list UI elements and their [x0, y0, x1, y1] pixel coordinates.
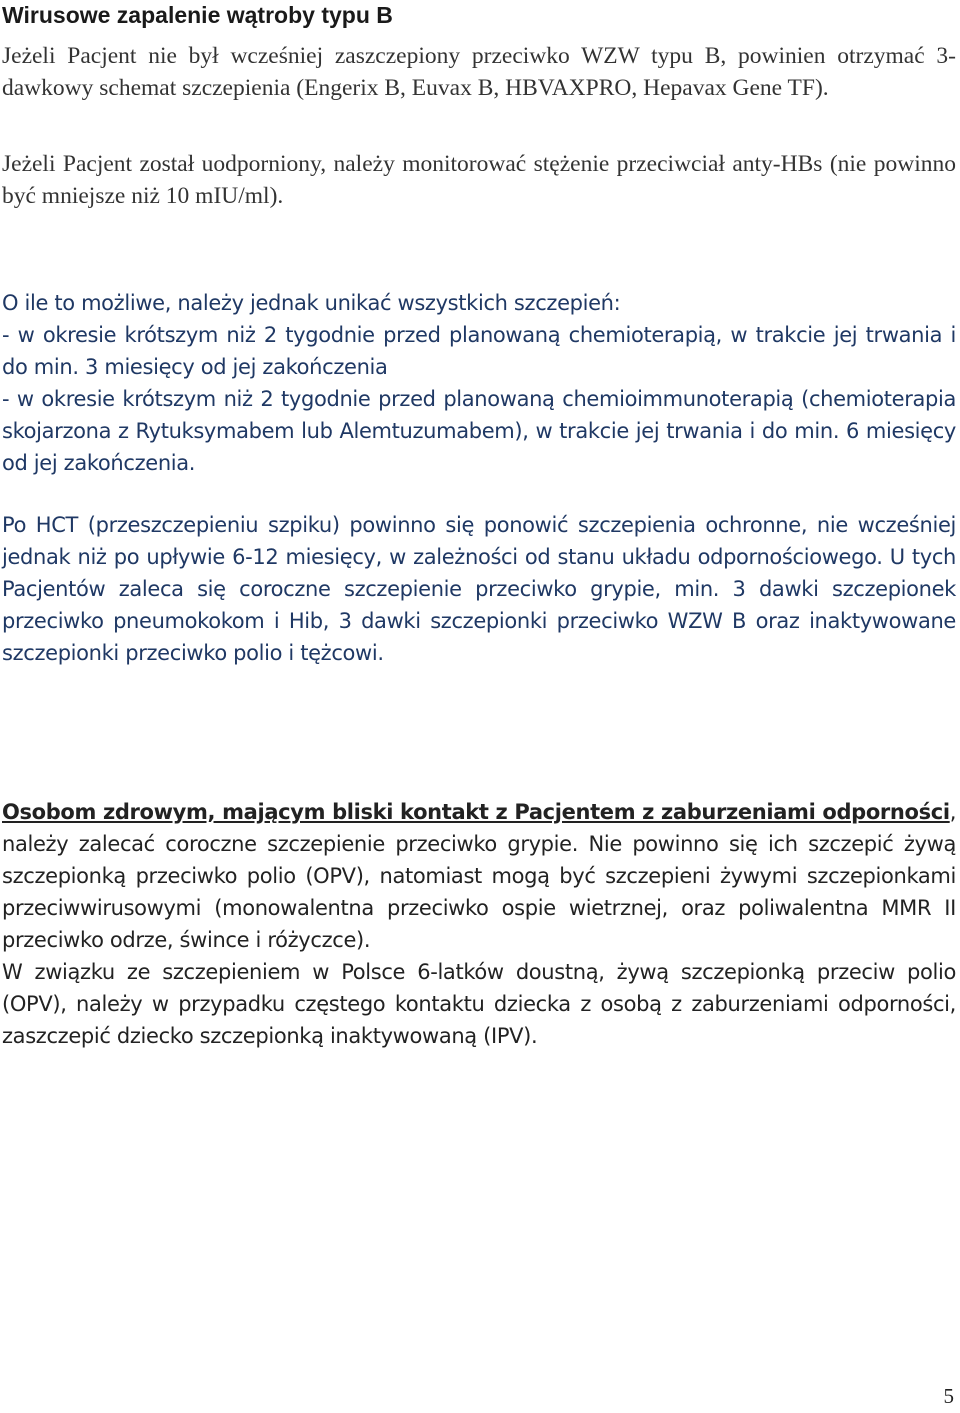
polio-opv-note: W związku ze szczepieniem w Polsce 6-latków doustną, żywą szczepionką przeciw polio (OPV), należy w przypadku częstego kontaktu dziecka z osobą z zaburzeniami odporności, zaszczepić dziecko szczepionką inaktywowaną (IPV).	[2, 960, 956, 1048]
avoid-intro: O ile to możliwe, należy jednak unikać wszystkich szczepień:	[2, 291, 621, 315]
page-number: 5	[943, 1384, 954, 1408]
section-title: Wirusowe zapalenie wątroby typu B	[2, 2, 393, 28]
paragraph-avoid-vaccination	[2, 287, 956, 479]
close-contacts-heading: Osobom zdrowym, mającym bliski kontakt z Pacjentem z zaburzeniami odporności	[2, 800, 950, 824]
paragraph-after-hct: Po HCT (przeszczepieniu szpiku) powinno się ponowić szczepienia ochronne, nie wcześniej jednak niż po upływie 6-12 miesięcy, w zależności od stanu układu odpornościowego. U tych Pacjentów zaleca się coroczne szczepienie przeciwko grypie, min. 3 dawki szczepionek przeciwko pneumokokom i Hib, 3 dawki szczepionki przeciwko WZW B oraz inaktywowane szczepionki przeciwko polio i tężcowi.	[2, 513, 956, 665]
paragraph-vaccination-schedule: Jeżeli Pacjent nie był wcześniej zaszczepiony przeciwko WZW typu B, powinien otrzymać 3-dawkowy schemat szczepienia (Engerix B, Euvax B, HBVAXPRO, Hepavax Gene TF).	[2, 43, 956, 101]
avoid-chemoimmunotherapy: - w okresie krótszym niż 2 tygodnie przed planowaną chemioimmunoterapią (chemioterapia skojarzona z Rytuksymabem lub Alemtuzumabem), w trakcie jej trwania i do min. 6 miesięcy od jej zakończenia.	[2, 387, 956, 475]
avoid-chemotherapy: - w okresie krótszym niż 2 tygodnie przed planowaną chemioterapią, w trakcie jej trwania i do min. 3 miesięcy od jej zakończenia	[2, 323, 956, 379]
close-contacts-text: , należy zalecać coroczne szczepienie przeciwko grypie. Nie powinno się ich szczepić żywą szczepionką przeciwko polio (OPV), natomiast mogą być szczepieni żywymi szczepionkami przeciwwirusowymi (monowalentna przeciwko ospie wietrznej, oraz poliwalentna MMR II przeciwko odrze, śwince i różyczce).	[2, 800, 957, 952]
paragraph-close-contacts	[2, 796, 956, 1052]
paragraph-antibody-monitoring: Jeżeli Pacjent został uodporniony, należy monitorować stężenie przeciwciał anty-HBs (nie powinno być mniejsze niż 10 mIU/ml).	[2, 151, 956, 209]
